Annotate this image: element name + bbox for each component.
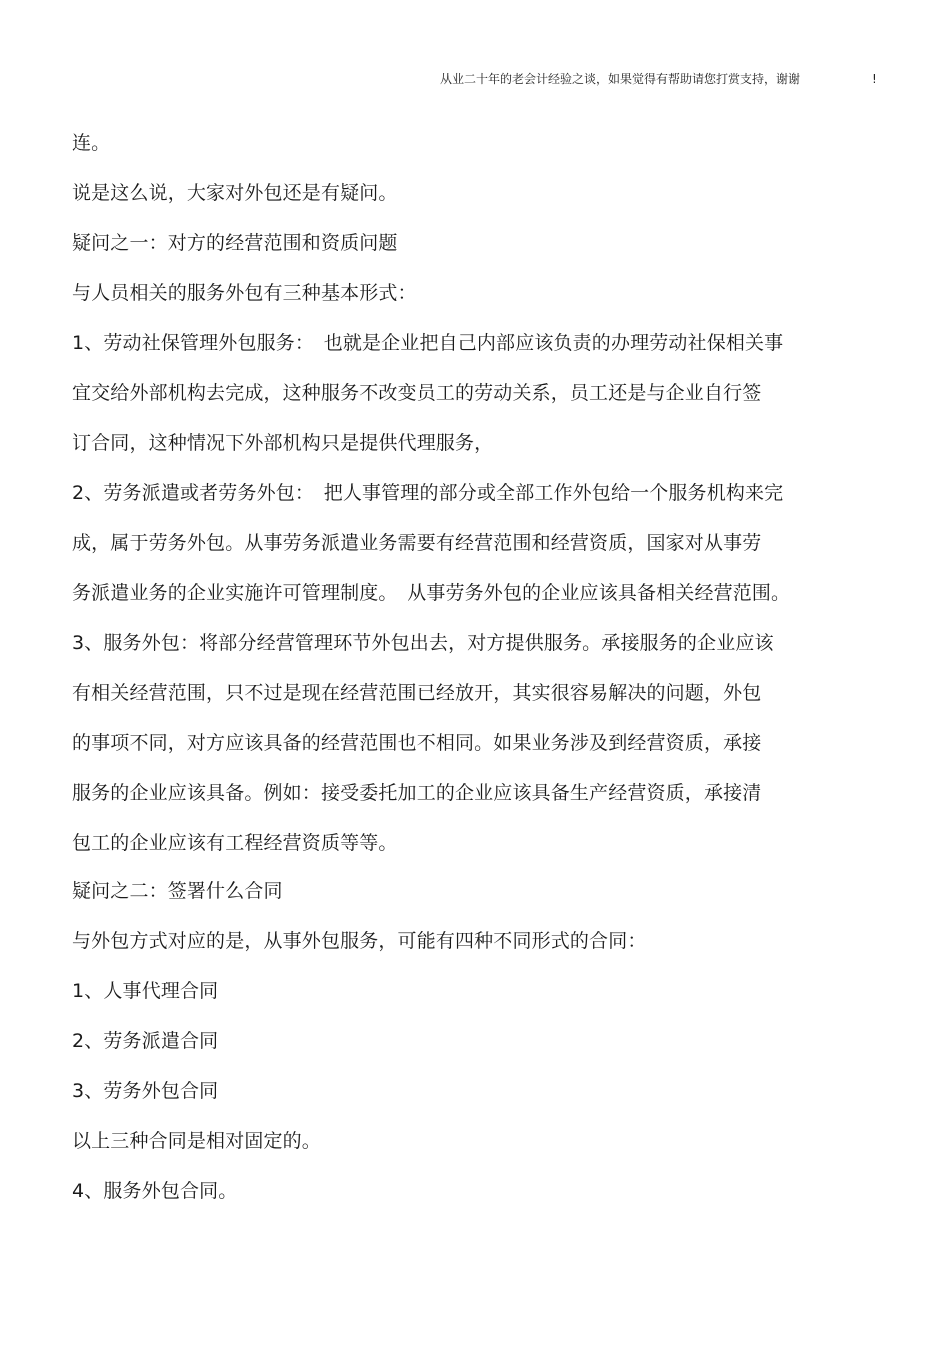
list-item-line: 务派遣业务的企业实施许可管理制度。 从事劳务外包的企业应该具备相关经营范围。 bbox=[72, 582, 791, 604]
paragraph-line: 与外包方式对应的是，从事外包服务，可能有四种不同形式的合同： bbox=[72, 930, 647, 952]
list-item: 3、劳务外包合同 bbox=[72, 1080, 219, 1102]
list-item-line: 有相关经营范围，只不过是现在经营范围已经放开，其实很容易解决的问题，外包 bbox=[72, 682, 762, 704]
list-item-line: 订合同，这种情况下外部机构只是提供代理服务， bbox=[72, 432, 494, 454]
header-exclamation: ! bbox=[872, 72, 877, 86]
list-item-line: 宜交给外部机构去完成，这种服务不改变员工的劳动关系，员工还是与企业自行签 bbox=[72, 382, 762, 404]
list-item: 1、人事代理合同 bbox=[72, 980, 219, 1002]
list-item-line: 3、服务外包：将部分经营管理环节外包出去，对方提供服务。承接服务的企业应该 bbox=[72, 632, 774, 654]
header-note: 从业二十年的老会计经验之谈，如果觉得有帮助请您打赏支持，谢谢 bbox=[440, 72, 801, 86]
list-item: 2、劳务派遣合同 bbox=[72, 1030, 219, 1052]
list-item: 4、服务外包合同。 bbox=[72, 1180, 238, 1202]
list-item-line: 的事项不同，对方应该具备的经营范围也不相同。如果业务涉及到经营资质，承接 bbox=[72, 732, 762, 754]
list-item-line: 2、劳务派遣或者劳务外包： 把人事管理的部分或全部工作外包给一个服务机构来完 bbox=[72, 482, 784, 504]
list-item-line: 包工的企业应该有工程经营资质等等。 bbox=[72, 832, 398, 854]
section-heading: 疑问之二：签署什么合同 bbox=[72, 880, 283, 902]
section-heading: 疑问之一：对方的经营范围和资质问题 bbox=[72, 232, 398, 254]
paragraph-line: 与人员相关的服务外包有三种基本形式： bbox=[72, 282, 417, 304]
list-item-line: 1、劳动社保管理外包服务： 也就是企业把自己内部应该负责的办理劳动社保相关事 bbox=[72, 332, 784, 354]
paragraph-line: 连。 bbox=[72, 132, 111, 154]
paragraph-line: 说是这么说，大家对外包还是有疑问。 bbox=[72, 182, 398, 204]
list-item-line: 服务的企业应该具备。例如：接受委托加工的企业应该具备生产经营资质，承接清 bbox=[72, 782, 762, 804]
list-item-line: 成，属于劳务外包。从事劳务派遣业务需要有经营范围和经营资质，国家对从事劳 bbox=[72, 532, 762, 554]
paragraph-line: 以上三种合同是相对固定的。 bbox=[72, 1130, 321, 1152]
